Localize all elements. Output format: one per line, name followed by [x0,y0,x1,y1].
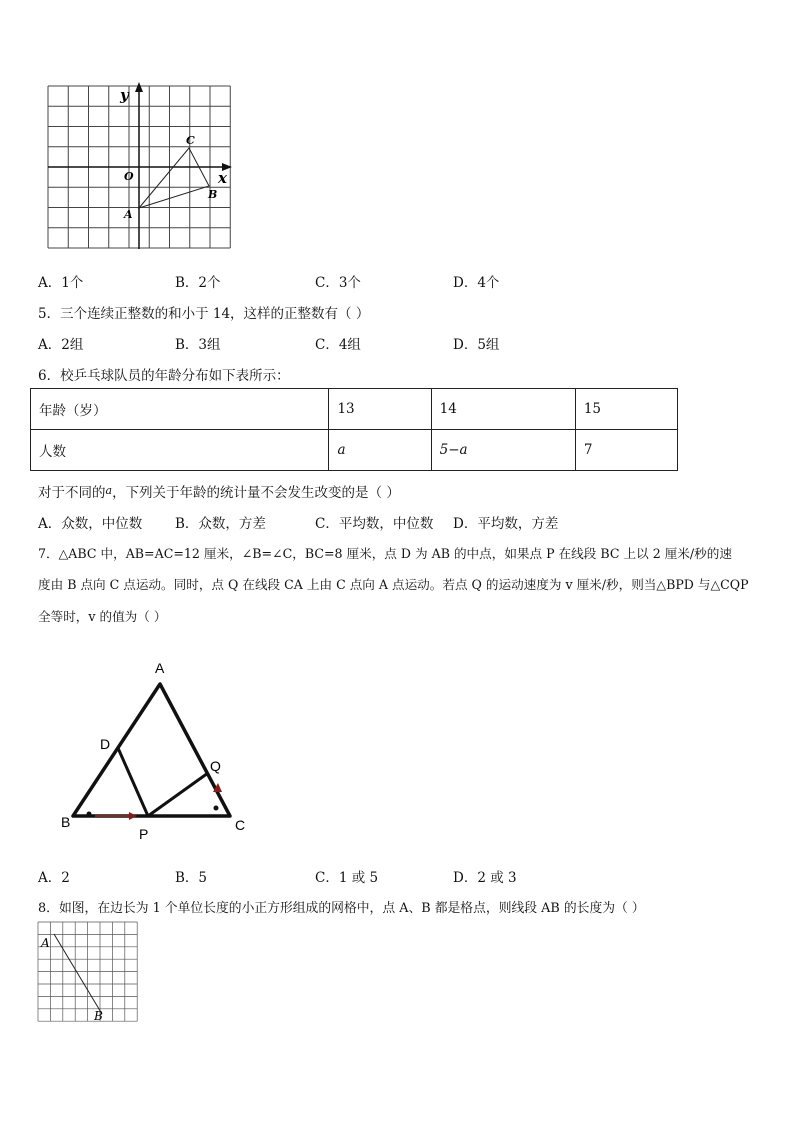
point-c-label: C [186,134,195,147]
segment-dp [118,748,148,816]
point-a-label: A [124,208,133,221]
table-cell: 7 [575,430,677,471]
coordinate-grid-figure [40,80,240,255]
q6-follow-post: ，下列关于年龄的统计量不会发生改变的是（ ） [112,485,400,501]
point-a-label-fig: A [41,936,50,950]
table-header-cell: 年龄（岁） [31,389,329,430]
grid-figure-ab [38,922,138,1022]
point-d-label: D [100,736,111,752]
vertex-a-label: A [155,660,165,676]
q7-stem-line-2: 度由 B 点向 C 点运动。同时，点 Q 在线段 CA 上由 C 点向 A 点运动。若点 Q 的运动速度为 v 厘米/秒，则当△BPD 与△CQP [38,577,749,592]
point-b-label-fig: B [94,1009,103,1023]
q7-stem-line-1: 7．△ABC 中，AB=AC=12 厘米，∠B=∠C，BC=8 厘米，点 D 为 AB 的中点，如果点 P 在线段 BC 上以 2 厘米/秒的速 [38,546,732,561]
q6-option-d[interactable]: D．平均数，方差 [453,516,559,532]
q6-variable-a: a [105,484,113,497]
q5-option-a[interactable]: A．2组 [38,337,84,353]
q4-option-d[interactable]: D．4个 [453,275,500,291]
q7-option-d[interactable]: D．2 或 3 [453,870,517,886]
table-header-cell: 15 [575,389,677,430]
table-cell: 5−a [431,430,575,471]
point-p-label: P [139,826,149,842]
p-arrow-head [129,812,137,820]
vertex-b-label: B [61,814,71,830]
q6-follow-pre: 对于不同的 [38,485,106,501]
y-axis-arrow [135,82,143,92]
age-distribution-table [30,388,678,471]
q6-option-a[interactable]: A．众数，中位数 [38,516,143,532]
table-row [31,430,678,471]
origin-label: O [124,170,134,183]
q7-option-c[interactable]: C．1 或 5 [315,870,379,886]
q6-option-b[interactable]: B．众数，方差 [175,516,266,532]
table-cell: a [329,430,431,471]
x-axis-label: x [218,169,227,187]
table-header-cell: 14 [431,389,575,430]
point-b-label: B [208,188,218,201]
q7-stem-line-3: 全等时，v 的值为（ ） [38,609,167,624]
q7-option-a[interactable]: A．2 [38,870,70,886]
q4-option-b[interactable]: B．2个 [175,275,221,291]
table-row-header [31,389,678,430]
q7-option-b[interactable]: B．5 [175,870,208,886]
angle-c-mark [214,806,219,811]
q4-option-a[interactable]: A．1个 [38,275,84,291]
table-cell: 人数 [31,430,329,471]
q8-stem: 8．如图，在边长为 1 个单位长度的小正方形组成的网格中，点 A、B 都是格点，则线段 AB 的长度为（ ） [38,901,645,916]
segment-ab [54,934,102,1014]
angle-b-mark [87,812,92,817]
q5-option-b[interactable]: B．3组 [175,337,221,353]
triangle-abc-outline [73,684,230,816]
q5-option-d[interactable]: D．5组 [453,337,500,353]
vertex-c-label: C [235,817,246,833]
q4-option-c[interactable]: C．3个 [315,275,361,291]
q6-stem: 6．校乒乓球队员的年龄分布如下表所示： [38,368,290,384]
q6-follow-text [38,481,400,501]
table-header-cell: 13 [329,389,431,430]
y-axis-label: y [120,86,129,104]
triangle-figure [55,655,255,845]
point-q-label: Q [210,758,221,774]
q6-option-c[interactable]: C．平均数，中位数 [315,516,434,532]
q5-option-c[interactable]: C．4组 [315,337,361,353]
q5-stem: 5．三个连续正整数的和小于 14，这样的正整数有（ ） [38,306,370,322]
segment-pq [148,773,208,816]
